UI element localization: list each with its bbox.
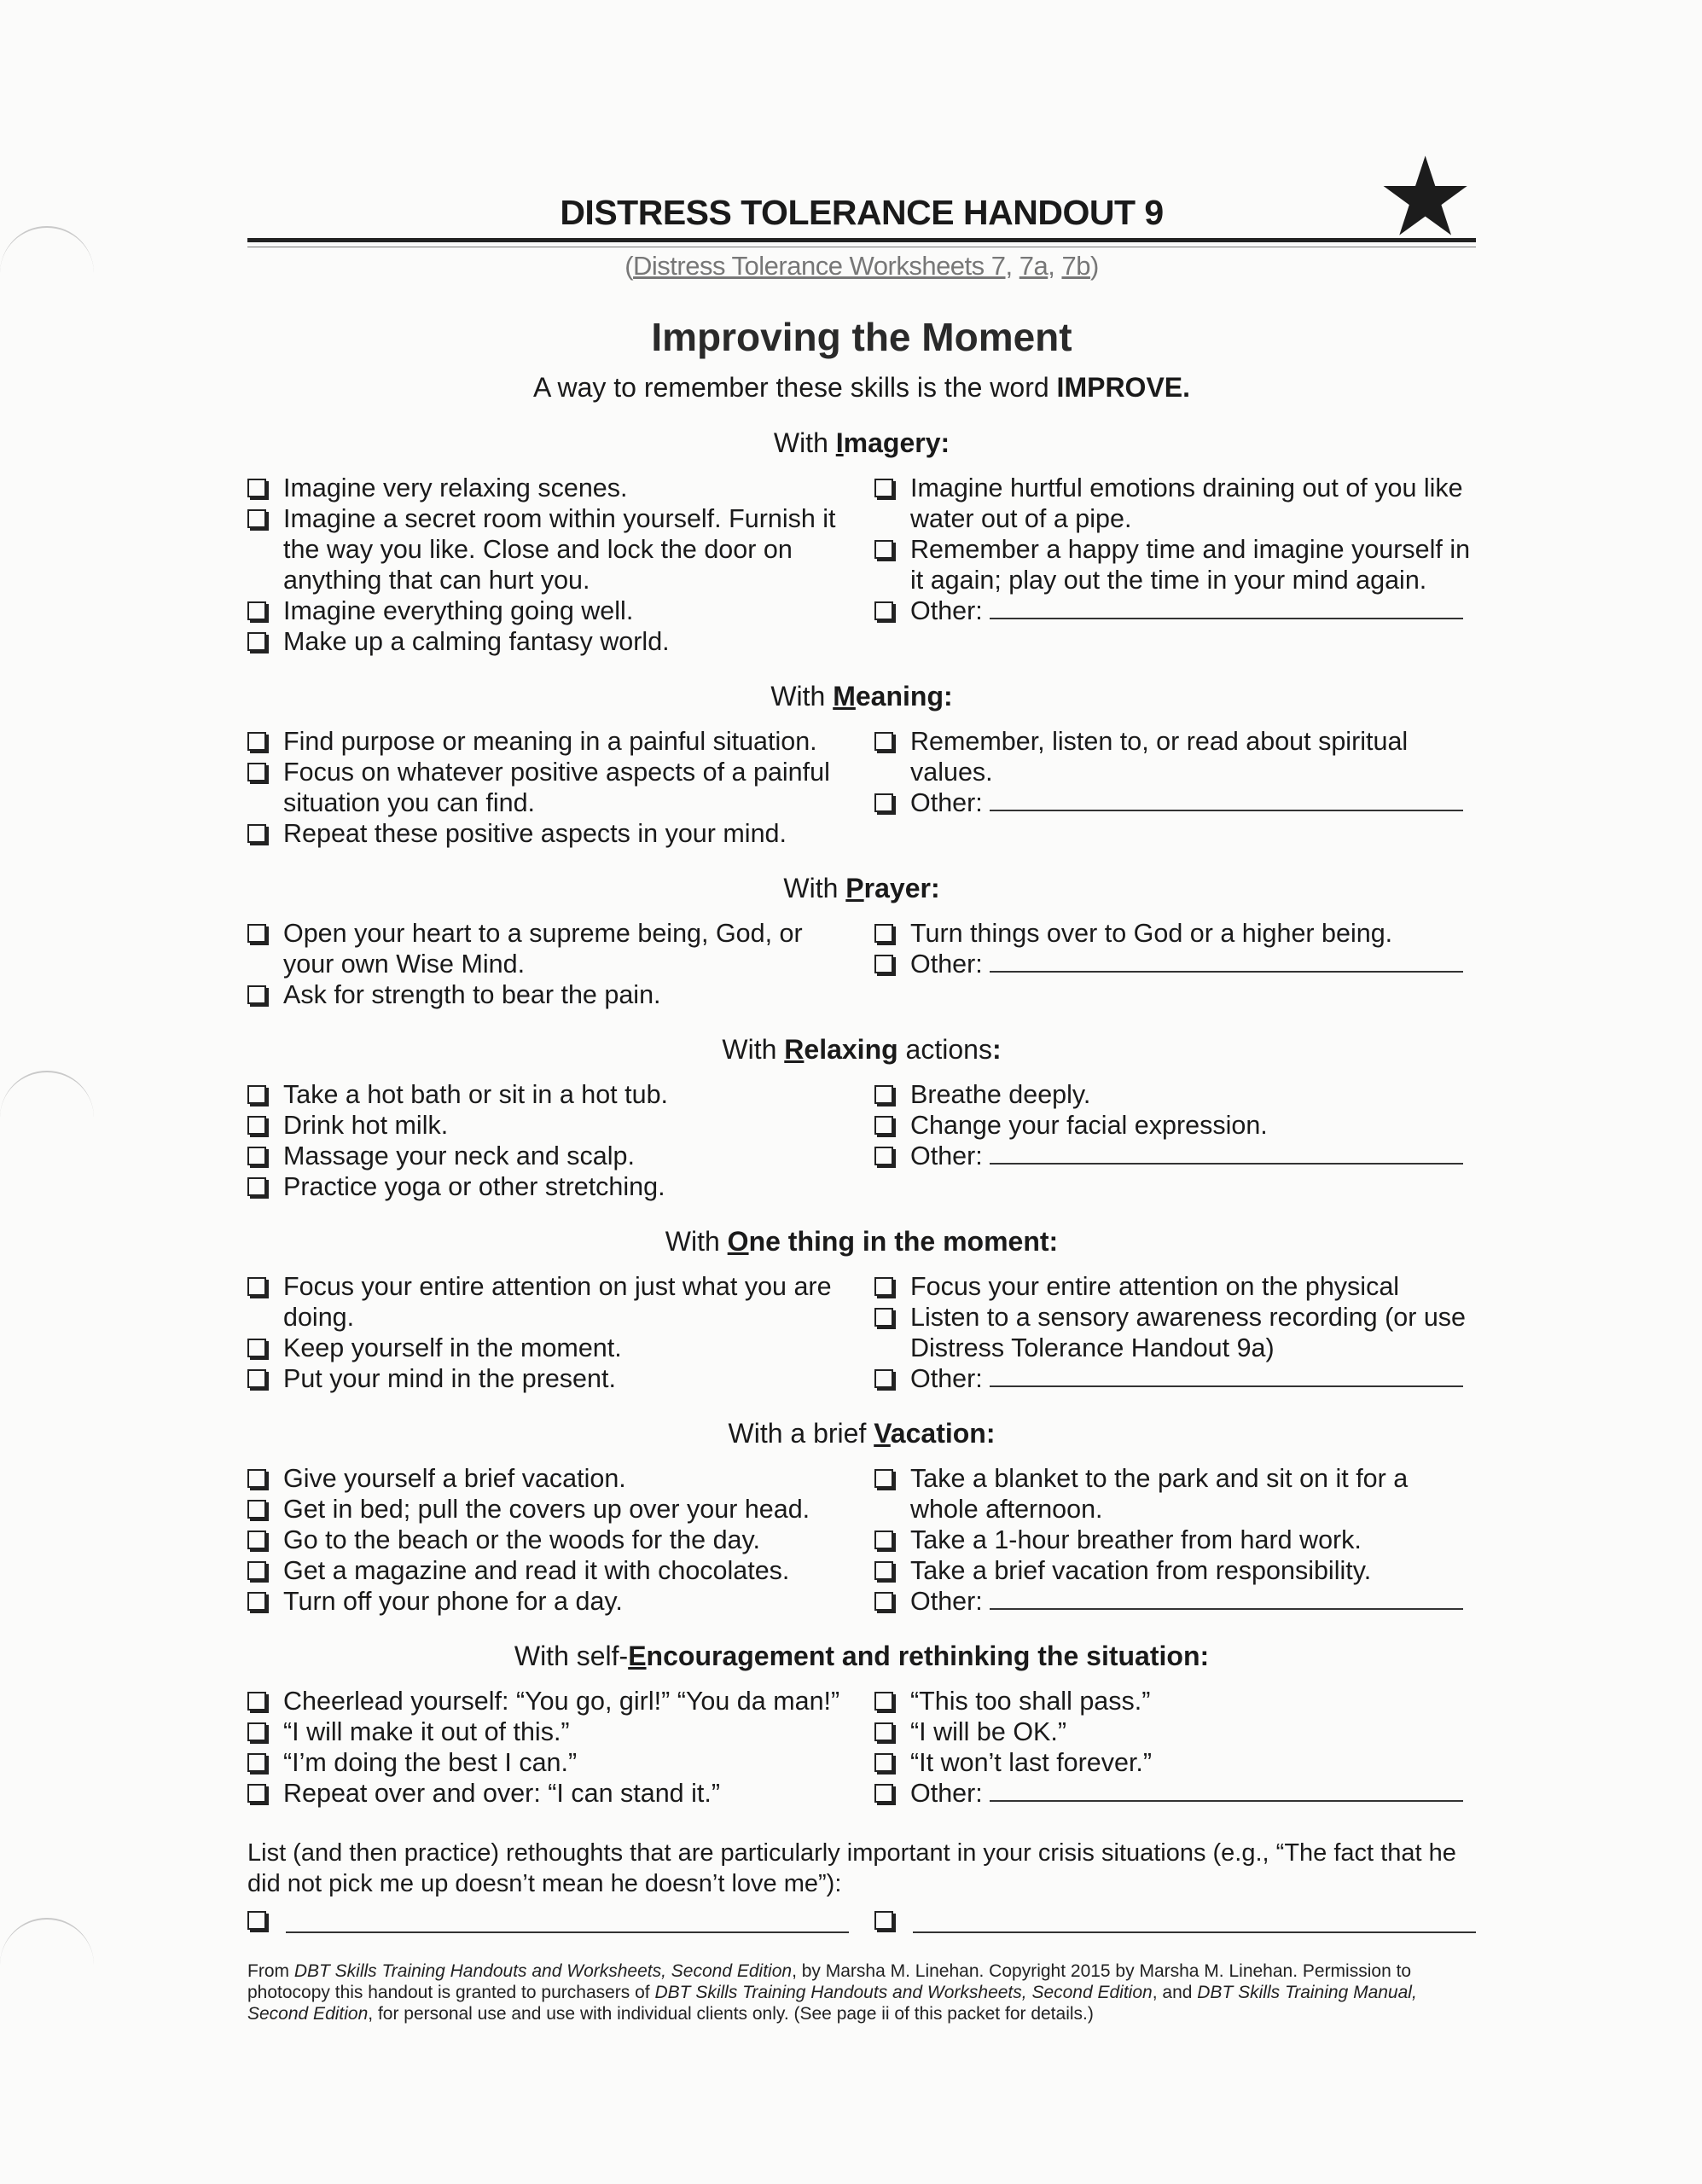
item-text: Take a 1-hour breather from hard work. [910, 1525, 1362, 1554]
xref-paren: ) [1089, 251, 1099, 281]
other-item [874, 595, 1476, 626]
checklist-item [874, 1686, 1476, 1716]
other-label: Other: [910, 950, 983, 979]
xref-separator: , [1048, 251, 1062, 281]
column-right [874, 1463, 1476, 1617]
other-label: Other: [910, 1779, 983, 1808]
other-label: Other: [910, 1364, 983, 1393]
checklist-item [247, 1333, 849, 1363]
section-columns [247, 1079, 1476, 1202]
column-right [874, 918, 1476, 1010]
checklist-item [247, 818, 849, 849]
item-text: Take a blanket to the park and sit on it for a whole afternoon. [910, 1464, 1409, 1524]
section-heading [247, 1226, 1476, 1258]
checklist [874, 1079, 1476, 1171]
item-text: Make up a calming fantasy world. [283, 627, 670, 656]
checkbox[interactable] [247, 1911, 266, 1930]
item-text: Get a magazine and read it with chocolates. [283, 1556, 790, 1585]
checklist [874, 1463, 1476, 1617]
checklist-item [247, 979, 849, 1010]
heading-colon: : [1049, 1226, 1059, 1257]
item-text: Focus on whatever positive aspects of a painful situation you can find. [283, 758, 830, 817]
checkbox[interactable] [874, 1147, 893, 1165]
credit-book-title: DBT Skills Training Handouts and Worksheets, Second Edition [293, 1961, 793, 1981]
worksheet-references [247, 251, 1476, 282]
other-label: Other: [910, 788, 983, 817]
item-text: Go to the beach or the woods for the day. [283, 1525, 760, 1554]
heading-keyword: ne thing in the moment [748, 1226, 1049, 1257]
checklist-item [247, 1747, 849, 1778]
other-write-in-line[interactable] [990, 952, 1463, 973]
heading-letter: P [845, 873, 864, 903]
section-columns [247, 1271, 1476, 1394]
checklist [874, 473, 1476, 626]
checkbox[interactable] [247, 1500, 266, 1519]
checkbox[interactable] [247, 985, 266, 1004]
checkbox[interactable] [874, 1592, 893, 1611]
intro-text [247, 372, 1476, 404]
item-text: Practice yoga or other stretching. [283, 1172, 665, 1201]
checkbox[interactable] [874, 1085, 893, 1104]
punch-hole [0, 226, 94, 288]
checkbox[interactable] [874, 601, 893, 620]
checkbox[interactable] [874, 924, 893, 943]
handout-page [247, 136, 1476, 2024]
checkbox[interactable] [247, 1531, 266, 1549]
column-right [874, 1079, 1476, 1202]
checklist-item [874, 1079, 1476, 1110]
heading-colon: : [1200, 1641, 1210, 1671]
checkbox[interactable] [874, 1692, 893, 1711]
item-text: Repeat these positive aspects in your mind. [283, 819, 787, 848]
skills-sections [247, 427, 1476, 1809]
item-text: Get in bed; pull the covers up over your head. [283, 1495, 810, 1524]
column-left [247, 918, 849, 1010]
checklist-item [247, 1716, 849, 1747]
credit-text: , for personal use and use with individual clients only. (See page ii of this packet for details.) [368, 2004, 1094, 2024]
heading-prefix: With [722, 1034, 785, 1065]
column-right [874, 1271, 1476, 1394]
heading-colon: : [985, 1418, 996, 1449]
other-item [874, 1778, 1476, 1809]
handout-title: DISTRESS TOLERANCE HANDOUT 9 [560, 193, 1164, 232]
title-rule [247, 238, 1476, 242]
column-right [874, 473, 1476, 657]
credit-text: , and [1152, 1983, 1198, 2002]
checklist-item [247, 1271, 849, 1333]
column-left [247, 1463, 849, 1617]
credit-text: From [247, 1961, 294, 1981]
checkbox[interactable] [247, 1369, 266, 1388]
checkbox[interactable] [874, 1308, 893, 1327]
other-write-in-line[interactable] [990, 1144, 1463, 1165]
other-item [874, 1141, 1476, 1171]
section-columns [247, 918, 1476, 1010]
other-label: Other: [910, 1587, 983, 1616]
checklist-item [247, 726, 849, 757]
checklist-item [247, 1525, 849, 1555]
checklist-item [247, 1778, 849, 1809]
column-left [247, 473, 849, 657]
punch-hole [0, 1071, 94, 1132]
checklist [247, 1463, 849, 1617]
checklist-item [874, 1110, 1476, 1141]
section-heading [247, 427, 1476, 459]
checklist [247, 1686, 849, 1809]
heading-prefix: With [770, 681, 834, 712]
checklist [874, 1686, 1476, 1809]
column-left [247, 1271, 849, 1394]
item-text: Focus your entire attention on just what you are doing. [283, 1272, 832, 1332]
checkbox[interactable] [247, 1147, 266, 1165]
checkbox[interactable] [247, 924, 266, 943]
other-write-in-line[interactable] [990, 1367, 1463, 1387]
checklist-item [874, 1525, 1476, 1555]
checkbox[interactable] [247, 1692, 266, 1711]
write-in-line[interactable] [913, 1931, 1476, 1933]
item-text: Keep yourself in the moment. [283, 1333, 622, 1362]
checkbox[interactable] [247, 1469, 266, 1488]
other-item [874, 949, 1476, 979]
item-text: Take a brief vacation from responsibility. [910, 1556, 1372, 1585]
intro-sentence: A way to remember these skills is the word [532, 372, 1057, 403]
checklist-item [874, 1747, 1476, 1778]
heading-letter: I [835, 427, 844, 458]
other-item [874, 1586, 1476, 1617]
checkbox[interactable] [247, 509, 266, 528]
checkbox[interactable] [247, 1561, 266, 1580]
checklist [874, 918, 1476, 979]
item-text: Remember a happy time and imagine yourself in it again; play out the time in your mind again. [910, 535, 1471, 595]
section-heading [247, 873, 1476, 904]
item-text: Ask for strength to bear the pain. [283, 980, 661, 1009]
heading-colon: : [991, 1034, 1002, 1065]
item-text: Breathe deeply. [910, 1080, 1091, 1109]
checklist-item [247, 626, 849, 657]
checklist-item [247, 1586, 849, 1617]
heading-suffix: actions [897, 1034, 992, 1065]
checklist [247, 726, 849, 849]
item-text: Open your heart to a supreme being, God, or your own Wise Mind. [283, 919, 803, 979]
copyright-credit [247, 1960, 1476, 2024]
credit-text: , by Marsha M. Linehan. Copyright 2015 by Marsha M. Linehan. Permission to photocopy this handout is granted to purchasers of [247, 1961, 1412, 2002]
checklist-item [247, 503, 849, 595]
rethought-entry-right[interactable] [874, 1904, 1476, 1937]
checkbox[interactable] [874, 1753, 893, 1772]
checkbox[interactable] [247, 763, 266, 781]
checklist-item [874, 918, 1476, 949]
checklist-item [247, 757, 849, 818]
checkbox[interactable] [874, 732, 893, 751]
other-write-in-line[interactable] [990, 599, 1463, 619]
heading-keyword: ncouragement and rethinking the situation [646, 1641, 1200, 1671]
checkbox[interactable] [247, 1085, 266, 1104]
checklist-item [247, 1110, 849, 1141]
checklist-item [874, 726, 1476, 787]
checkbox[interactable] [874, 1116, 893, 1135]
item-text: Imagine very relaxing scenes. [283, 473, 628, 502]
heading-prefix: With self- [514, 1641, 629, 1671]
checkbox[interactable] [874, 1369, 893, 1388]
item-text: Take a hot bath or sit in a hot tub. [283, 1080, 669, 1109]
item-text: Listen to a sensory awareness recording (or use Distress Tolerance Handout 9a) [910, 1303, 1466, 1362]
section-columns [247, 1463, 1476, 1617]
item-text: Find purpose or meaning in a painful situation. [283, 727, 817, 756]
xref-link-7a[interactable]: 7a [1019, 251, 1049, 281]
checkbox[interactable] [874, 793, 893, 812]
checkbox[interactable] [247, 1784, 266, 1803]
item-text: “I will be OK.” [910, 1717, 1067, 1746]
checklist-item [874, 1271, 1476, 1302]
checklist-item [874, 1555, 1476, 1586]
checkbox[interactable] [247, 1592, 266, 1611]
item-text: Cheerlead yourself: “You go, girl!” “You da man!” [283, 1687, 840, 1716]
other-item [874, 1363, 1476, 1394]
checklist-item [874, 1302, 1476, 1363]
checkbox[interactable] [247, 1277, 266, 1296]
heading-prefix: With [665, 1226, 728, 1257]
credit-book-title: DBT Skills Training Handouts and Worksheets, Second Edition [654, 1983, 1153, 2002]
page-title: Improving the Moment [651, 315, 1072, 359]
header [247, 134, 1476, 261]
checkbox[interactable] [247, 1722, 266, 1741]
rethought-entry-left[interactable] [247, 1904, 849, 1937]
checklist-item [247, 595, 849, 626]
item-text: Drink hot milk. [283, 1111, 449, 1140]
checklist [247, 918, 849, 1010]
credit-book-title: DBT Skills Training Manual, Second Edition [247, 1983, 1417, 2024]
column-right [874, 726, 1476, 849]
checklist-item [874, 1463, 1476, 1525]
item-text: Imagine a secret room within yourself. Furnish it the way you like. Close and lock the door on anything that can hurt you. [283, 504, 836, 595]
heading-colon: : [940, 427, 950, 458]
checklist [874, 1271, 1476, 1394]
item-text: Turn things over to God or a higher being. [910, 919, 1393, 948]
rethoughts-instructions: List (and then practice) rethoughts that are particularly important in your crisis situations (e.g., “The fact that he did not pick me up doesn’t mean he doesn’t love me”): [247, 1839, 1456, 1897]
heading-keyword: elaxing [804, 1034, 898, 1065]
checklist [247, 1271, 849, 1394]
punch-hole [0, 1918, 94, 1979]
heading-letter: E [628, 1641, 647, 1671]
other-write-in-line[interactable] [990, 791, 1463, 811]
checklist-item [247, 1686, 849, 1716]
checkbox[interactable] [874, 1911, 893, 1930]
item-text: Imagine hurtful emotions draining out of you like water out of a pipe. [910, 473, 1463, 533]
item-text: Repeat over and over: “I can stand it.” [283, 1779, 720, 1808]
checkbox[interactable] [874, 1784, 893, 1803]
xref-paren: ( [624, 251, 634, 281]
section-heading [247, 1641, 1476, 1672]
checkbox[interactable] [874, 540, 893, 559]
item-text: Change your facial expression. [910, 1111, 1268, 1140]
heading-prefix: With [773, 427, 836, 458]
checklist-item [247, 1494, 849, 1525]
heading-prefix: With [783, 873, 846, 903]
star-icon: ★ [1376, 134, 1474, 261]
item-text: Imagine everything going well. [283, 596, 634, 625]
xref-link-7b[interactable]: 7b [1061, 251, 1090, 281]
checkbox[interactable] [874, 1531, 893, 1549]
checkbox[interactable] [874, 1277, 893, 1296]
checklist-item [247, 918, 849, 979]
heading-keyword: acation [890, 1418, 986, 1449]
section-heading [247, 681, 1476, 712]
section-columns [247, 1686, 1476, 1809]
checklist-item [247, 1079, 849, 1110]
other-write-in-line[interactable] [990, 1781, 1463, 1802]
checkbox[interactable] [247, 1339, 266, 1357]
other-write-in-line[interactable] [990, 1589, 1463, 1610]
section-columns [247, 726, 1476, 849]
checkbox[interactable] [247, 1177, 266, 1196]
item-text: Massage your neck and scalp. [283, 1141, 635, 1170]
checkbox[interactable] [247, 824, 266, 843]
checklist-item [247, 1555, 849, 1586]
section-heading [247, 1034, 1476, 1066]
column-left [247, 726, 849, 849]
checkbox[interactable] [874, 955, 893, 973]
checklist-item [247, 1141, 849, 1171]
item-text: Remember, listen to, or read about spiritual values. [910, 727, 1409, 787]
checkbox[interactable] [874, 479, 893, 497]
item-text: Give yourself a brief vacation. [283, 1464, 626, 1493]
checkbox[interactable] [247, 601, 266, 620]
checklist-item [247, 1463, 849, 1494]
section-heading [247, 1418, 1476, 1449]
xref-link-worksheets-7[interactable]: Distress Tolerance Worksheets 7 [633, 251, 1006, 281]
item-text: Turn off your phone for a day. [283, 1587, 623, 1616]
checkbox[interactable] [247, 1753, 266, 1772]
checklist-item [247, 1171, 849, 1202]
other-label: Other: [910, 1141, 983, 1170]
item-text: “I’m doing the best I can.” [283, 1748, 578, 1777]
column-left [247, 1079, 849, 1202]
heading-letter: O [727, 1226, 749, 1257]
heading-prefix: With a brief [728, 1418, 874, 1449]
other-label: Other: [910, 596, 983, 625]
checklist-item [247, 473, 849, 503]
heading-letter: M [833, 681, 856, 712]
other-item [874, 787, 1476, 818]
heading-keyword: eaning [855, 681, 944, 712]
column-left [247, 1686, 849, 1809]
checkbox[interactable] [247, 1116, 266, 1135]
intro-keyword: IMPROVE. [1056, 372, 1191, 403]
checklist [247, 473, 849, 657]
checkbox[interactable] [247, 479, 266, 497]
item-text: “It won’t last forever.” [910, 1748, 1153, 1777]
checklist-item [874, 534, 1476, 595]
checkbox[interactable] [874, 1561, 893, 1580]
column-right [874, 1686, 1476, 1809]
checklist-item [874, 473, 1476, 534]
heading-letter: V [874, 1418, 891, 1449]
item-text: Put your mind in the present. [283, 1364, 616, 1393]
heading-colon: : [930, 873, 940, 903]
checkbox[interactable] [874, 1469, 893, 1488]
rethoughts-blanks [247, 1904, 1476, 1937]
checklist [874, 726, 1476, 818]
heading-letter: R [784, 1034, 805, 1065]
checkbox[interactable] [247, 732, 266, 751]
section-columns [247, 473, 1476, 657]
item-text: “This too shall pass.” [910, 1687, 1151, 1716]
item-text: Focus your entire attention on the physical [910, 1272, 1400, 1301]
xref-separator: , [1005, 251, 1019, 281]
checklist-item [247, 1363, 849, 1394]
heading-keyword: rayer [863, 873, 931, 903]
write-in-line[interactable] [286, 1931, 849, 1933]
checkbox[interactable] [247, 632, 266, 651]
checklist-item [874, 1716, 1476, 1747]
item-text: “I will make it out of this.” [283, 1717, 570, 1746]
heading-keyword: magery [843, 427, 941, 458]
heading-colon: : [944, 681, 953, 712]
checklist [247, 1079, 849, 1202]
checkbox[interactable] [874, 1722, 893, 1741]
